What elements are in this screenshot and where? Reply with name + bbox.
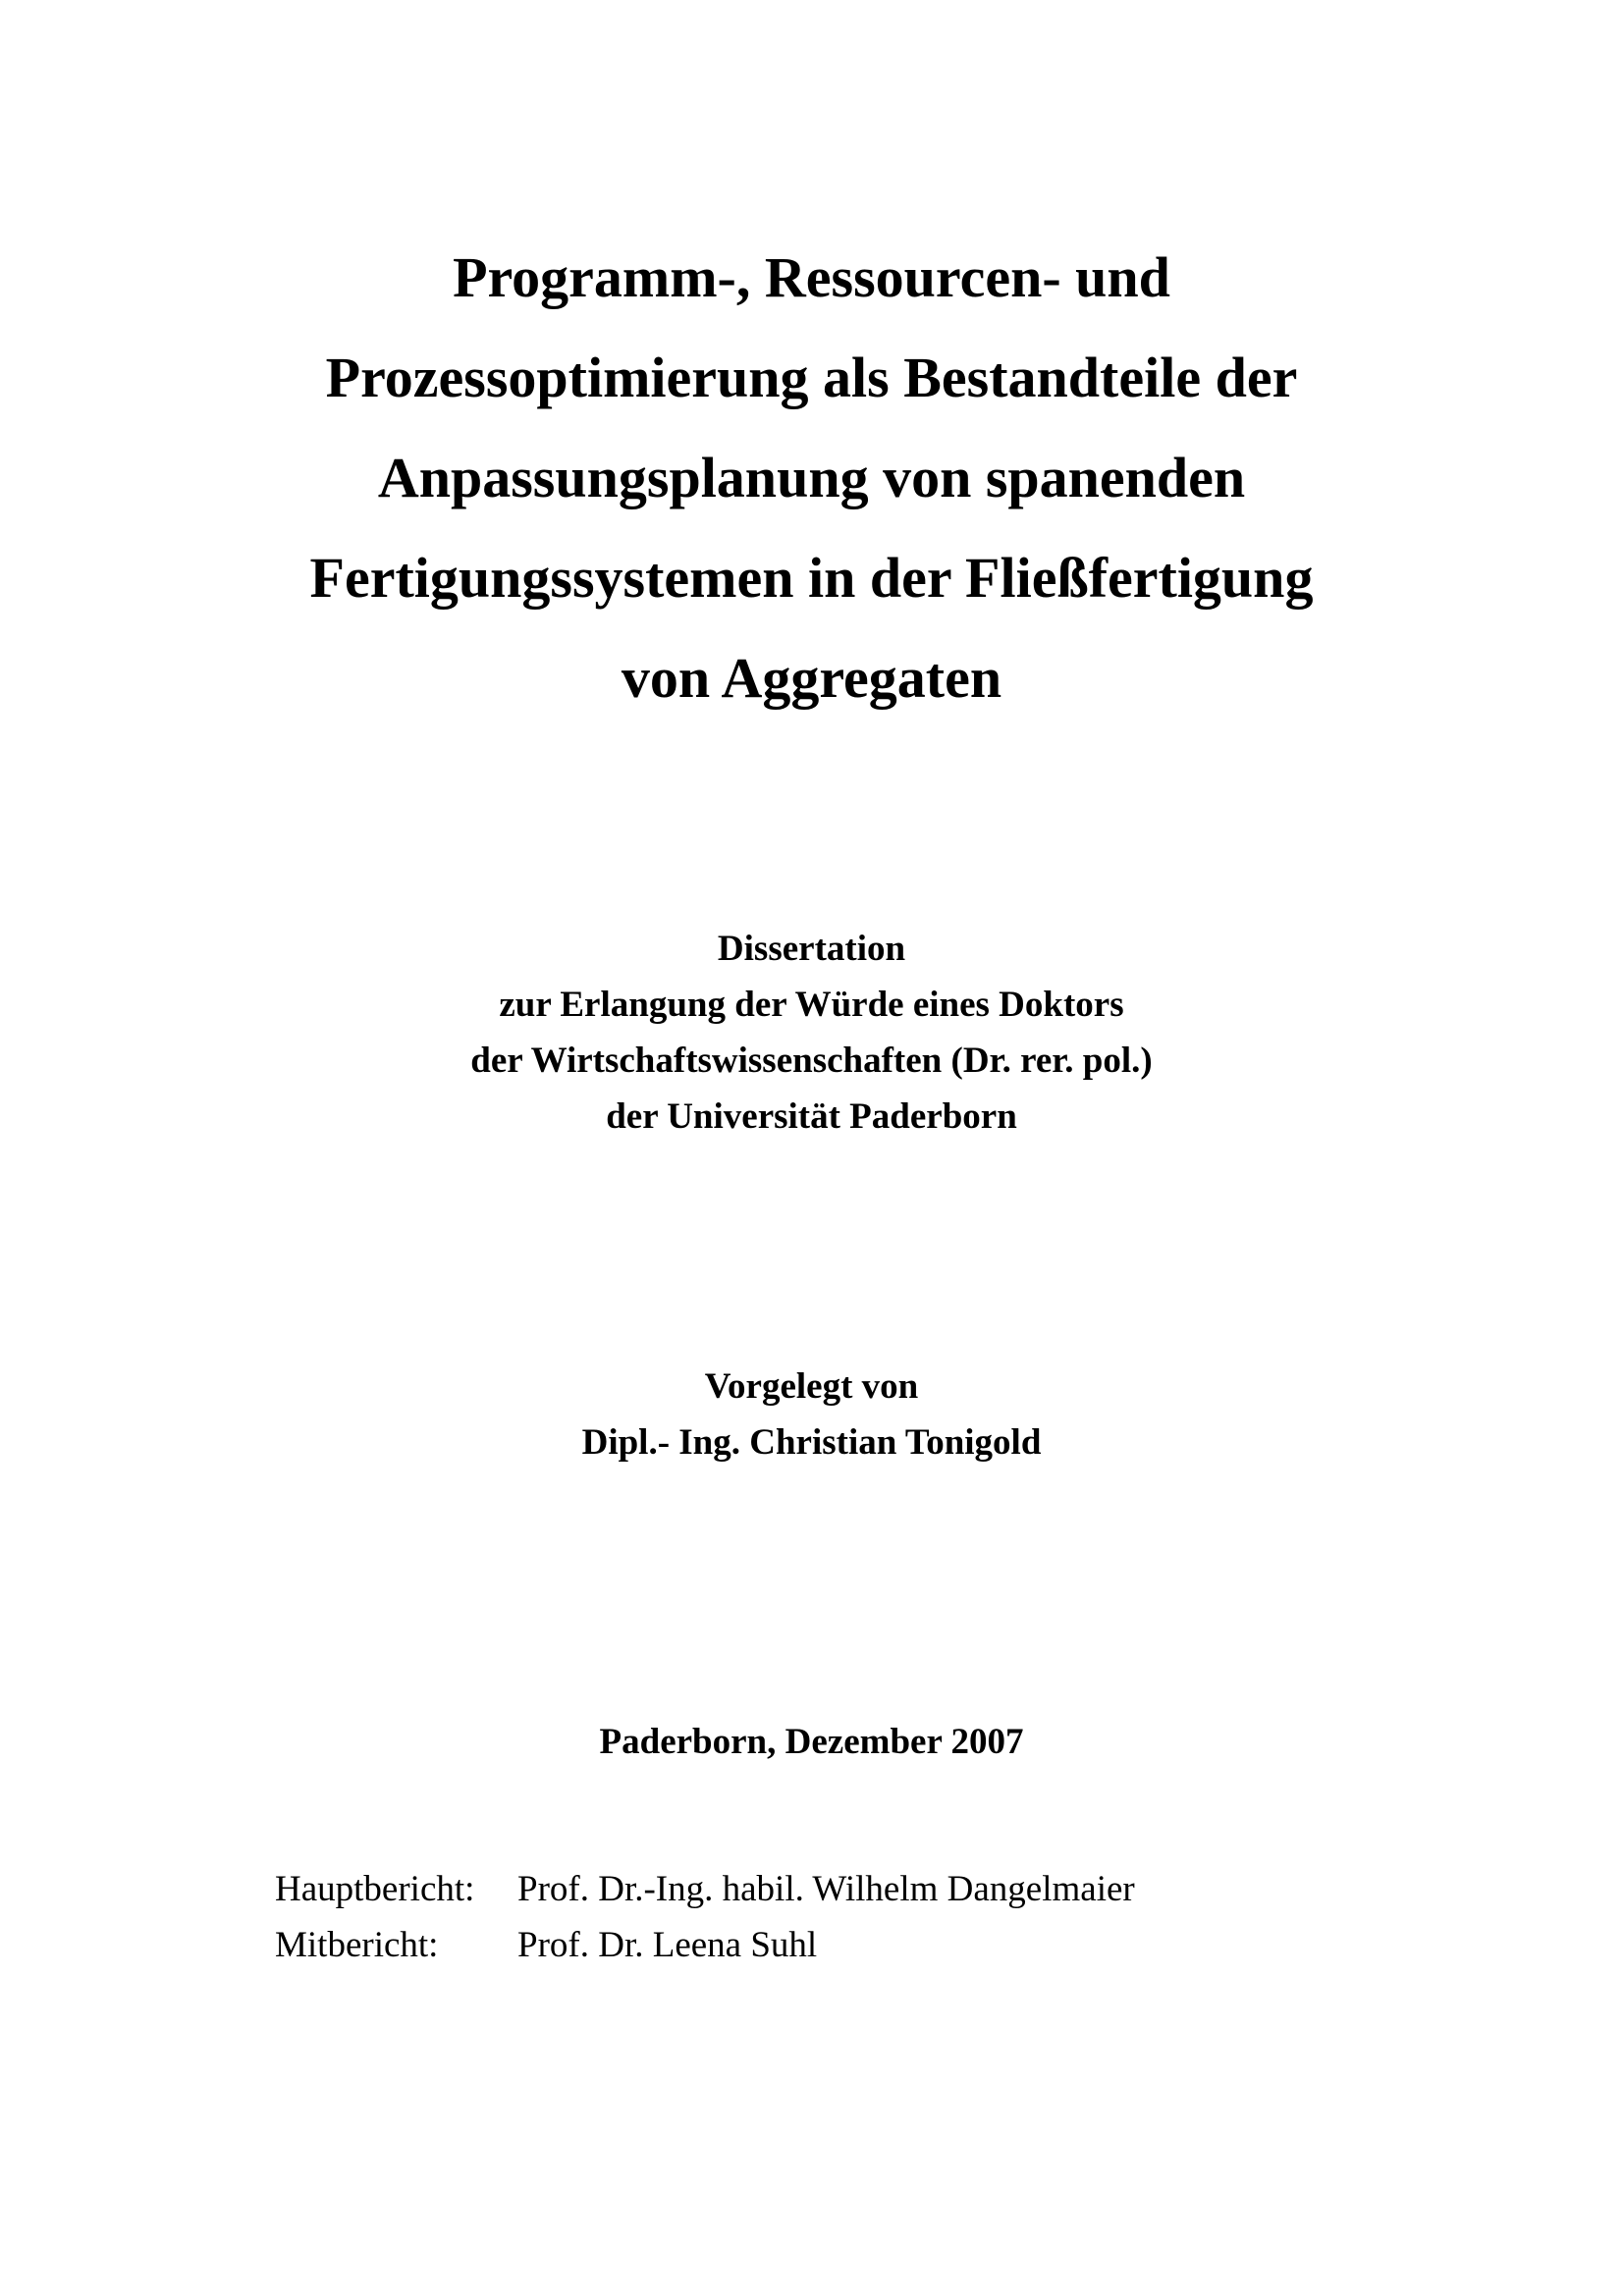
reviewer-row-co: [275, 1917, 1355, 1973]
title-line: Anpassungsplanung von spanenden: [377, 446, 1246, 509]
thesis-title: [0, 228, 1623, 728]
reviewers-list: [275, 1861, 1355, 1973]
author-section: [0, 1359, 1623, 1470]
university-line: der Universität Paderborn: [606, 1096, 1017, 1137]
title-line: von Aggregaten: [621, 646, 1002, 710]
reviewer-role: Mitbericht:: [275, 1925, 439, 1965]
submitted-by-label: Vorgelegt von: [704, 1366, 919, 1407]
dissertation-statement: [0, 921, 1623, 1145]
place-date: Paderborn, Dezember 2007: [599, 1722, 1024, 1762]
reviewer-role: Hauptbericht:: [275, 1869, 475, 1909]
title-line: Programm-, Ressourcen- und: [453, 245, 1170, 309]
dissertation-label: Dissertation: [717, 929, 906, 969]
reviewer-name: Prof. Dr. Leena Suhl: [517, 1925, 818, 1965]
reviewer-row-main: [275, 1861, 1355, 1917]
dissertation-line: der Wirtschaftswissenschaften (Dr. rer. pol.): [470, 1041, 1153, 1081]
title-line: Fertigungssystemen in der Fließfertigung: [309, 546, 1314, 610]
author-name: Dipl.- Ing. Christian Tonigold: [581, 1422, 1042, 1463]
reviewer-name: Prof. Dr.-Ing. habil. Wilhelm Dangelmaier: [517, 1869, 1135, 1909]
dissertation-line: zur Erlangung der Würde eines Doktors: [499, 985, 1124, 1025]
title-line: Prozessoptimierung als Bestandteile der: [325, 346, 1298, 409]
